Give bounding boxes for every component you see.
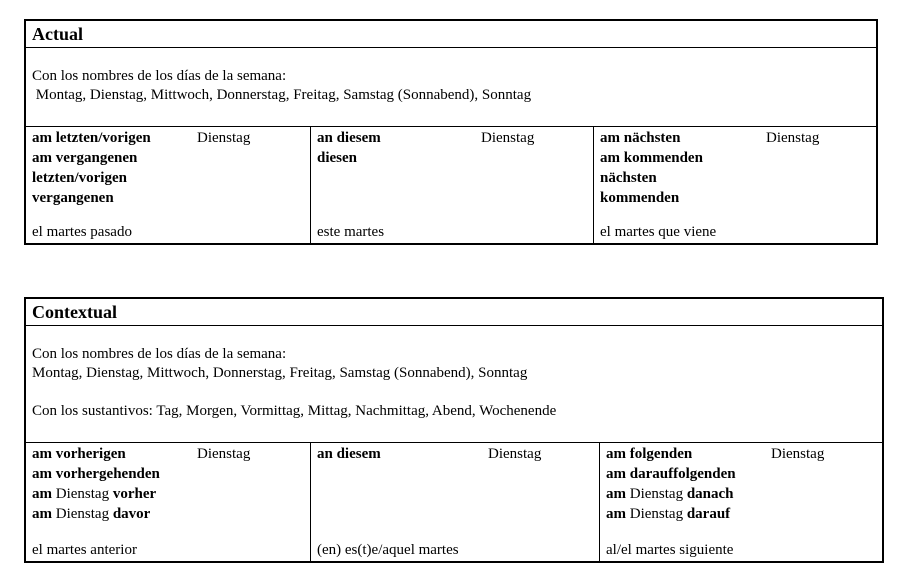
expression: am Dienstag darauf xyxy=(606,506,731,522)
translation: el martes pasado xyxy=(32,224,132,240)
expression: am vorhergehenden xyxy=(32,466,160,482)
translation: al/el martes siguiente xyxy=(606,542,734,558)
expression: am letzten/vorigen xyxy=(32,130,151,146)
translation: (en) es(t)e/aquel martes xyxy=(317,542,459,558)
column-past xyxy=(26,127,310,243)
day-label: Dienstag xyxy=(771,446,825,462)
expression: am kommenden xyxy=(600,150,703,166)
expression-list xyxy=(317,444,381,464)
columns-row xyxy=(26,442,882,561)
column-current xyxy=(310,127,593,243)
column-next xyxy=(593,127,876,243)
day-label: Dienstag xyxy=(481,130,535,146)
expression: diesen xyxy=(317,150,358,166)
expression: am nächsten xyxy=(600,130,681,146)
expression: am Dienstag danach xyxy=(606,486,734,502)
expression: am vergangenen xyxy=(32,150,138,166)
day-label: Dienstag xyxy=(488,446,542,462)
columns-row xyxy=(26,126,876,243)
intro-text xyxy=(32,345,876,421)
intro-text xyxy=(32,67,870,105)
expression: kommenden xyxy=(600,190,680,206)
translation: el martes anterior xyxy=(32,542,137,558)
intro-days: Montag, Dienstag, Mittwoch, Donnerstag, Freitag, Samstag (Sonnabend), Sonntag xyxy=(32,365,528,381)
actual-table xyxy=(24,19,878,245)
intro-label: Con los nombres de los días de la semana: xyxy=(32,346,287,362)
expression-list xyxy=(317,128,381,168)
intro-nouns: Con los sustantivos: Tag, Morgen, Vormittag, Mittag, Nachmittag, Abend, Wochenende xyxy=(32,403,557,419)
expression: am darauffolgenden xyxy=(606,466,736,482)
intro-days: Montag, Dienstag, Mittwoch, Donnerstag, Freitag, Samstag (Sonnabend), Sonntag xyxy=(32,87,532,103)
expression: am folgenden xyxy=(606,446,693,462)
intro-label: Con los nombres de los días de la semana: xyxy=(32,68,287,84)
expression: an diesem xyxy=(317,446,381,462)
expression: am Dienstag davor xyxy=(32,506,151,522)
column-following xyxy=(599,443,882,561)
day-label: Dienstag xyxy=(197,130,251,146)
day-label: Dienstag xyxy=(766,130,820,146)
expression: an diesem xyxy=(317,130,381,146)
expression: letzten/vorigen xyxy=(32,170,127,186)
column-same xyxy=(310,443,599,561)
expression: am Dienstag vorher xyxy=(32,486,157,502)
expression-list xyxy=(32,128,151,208)
translation: este martes xyxy=(317,224,385,240)
expression-list xyxy=(32,444,160,524)
expression-list xyxy=(600,128,703,208)
expression: nächsten xyxy=(600,170,657,186)
day-label: Dienstag xyxy=(197,446,251,462)
contextual-table xyxy=(24,297,884,563)
translation: el martes que viene xyxy=(600,224,717,240)
section-title: Contextual xyxy=(26,299,882,326)
expression: vergangenen xyxy=(32,190,114,206)
expression-list xyxy=(606,444,736,524)
expression: am vorherigen xyxy=(32,446,126,462)
section-title: Actual xyxy=(26,21,876,48)
column-previous xyxy=(26,443,310,561)
